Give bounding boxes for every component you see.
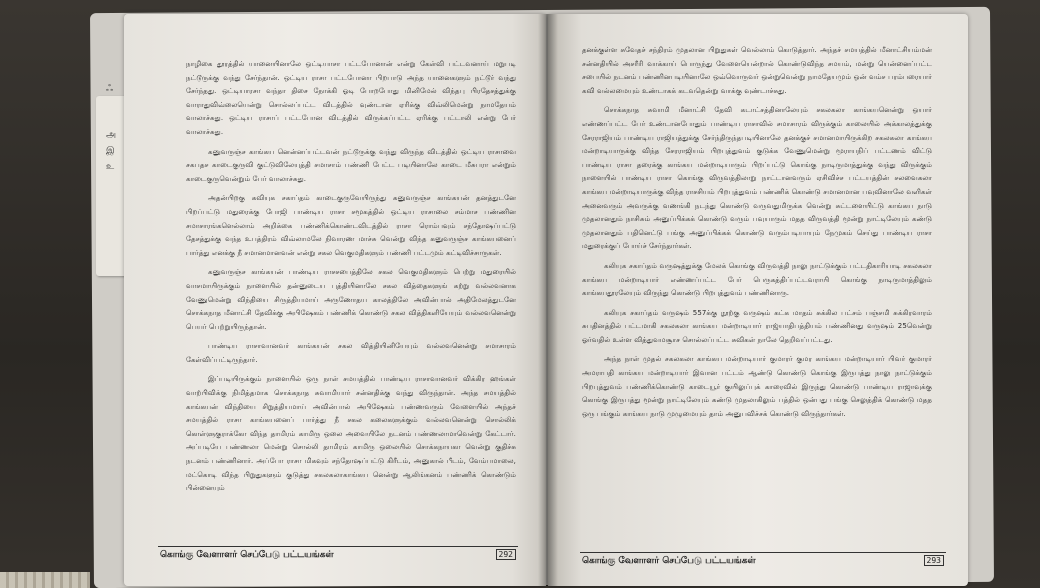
left-page [124, 14, 546, 586]
paragraph: பாண்டிய ராசாவானவர் காங்கயன் சகல வித்தியினியேயும் வல்லவனென்று சமாசாரம் கேள்விப்பட்டிருந்தார். [186, 342, 516, 364]
page-footer [158, 546, 518, 565]
footer-title: கொங்கு வேளாளர் செப்பேடு பட்டயங்கள் [582, 556, 756, 566]
page-footer [580, 552, 946, 571]
paragraph: கலியுக சகாப்தம் வருஷம் 557க்கு நூற்கு வருஷம் கட்க மாதம் சுக்கில பட்சம் பஞ்சமி சுக்கிரவாரம் சுபதினத்தில் பட்டமாகி சகலகலா காங்கய மன்றாடியார் ராஜ்யாதிபத்தியம் பண்ணினது வருஷம் 25வென்று ஓர்வதில் உள்ள வித்துவமசூாச சொல்லப்பட்ட சுவிகள் நாலே தெறிவப்பட்டது. [582, 308, 932, 344]
footer-title: கொங்கு வேளாளர் செப்பேடு பட்டயங்கள் [160, 550, 334, 560]
page-number: 292 [496, 549, 516, 560]
cloth-edge [0, 572, 90, 588]
right-page-body [582, 44, 932, 427]
right-page [548, 14, 968, 586]
paragraph: சொக்கநாத சுவாமி மீனாட்சி தேவி கடாட்சத்தினாலேயும் சகலகலா காங்கயனென்று ஒயார் எண்ணப்பட்ட பேர் உண்டானபோதும் பாண்டிய ராசாவில் சமாசாரம் விருக்கும் காலையில் அக்காலத்துக்கு சேரராஜியம் பாண்டிய ராஜியத்துக்கு சேர்ந்திருந்தபடியினாலே தனக்குச் சமானமாயிருக்கிற சகலகலா காங்கய மன்றாடியாருக்கு விந்த சேரராஜியம் பிறபுத்துவம் குடுக்க வேணுமென்று மூராயநிப் பட்டணம் விட்டு பாண்டிய ராசா தரைக்கு காங்கய மன்றாடியாரும் பிறப்பட்டு கொங்கு நாடிருமாத்துக்கு வந்து விருக்கும் நாளையில் பாண்டிய ராசா கொங்கு விருவத்திலாறு நாட்டானவரும் ஏசிவிச்ச பட்டயத்தின் சலவைகலா காங்கய மன்றாடியாருக்கு விந்த ராசசியம் பிறபுத்துவம் பண்ணிக் கொண்டு சமானமான பவுவினாலே வளிகள் அனைவரும் அவருக்கு வணங்கி நடந்து கொண்டு வருவதுமிருக்க வென்று சுட்டளையிட்டு காங்கய நாடு முதலானதும் நாசிசும் அனுப்பிக்கக் கொண்டு வரும் பவுயாரும் மதத விருவத்தி மூன்று நாட்டிலேயும் கண்டு முதலானதும் பதினெட்டு பங்கு அனுப்பிக்கக் கொண்டு வரும்படியாயும் நேமுகம் செய்து பாண்டிய ராசா மதுரைக்குப் போய்ச் சேர்ந்தார்கள். [582, 106, 932, 251]
tab-mark: இ [106, 146, 115, 156]
paragraph: தனக்குள்ள சுவேதச் சந்திரம் முதலான பிறுதுகள் வெல்லாம் கொடுத்தார். அந்தச் சமயத்தில் மீனாட்சியம்மன் சன்னதியில் அசரீரி வாக்காய் பொருந்து வேளையென்றால் கொண்டுவிந்த சமயம், மன்று யென்னைப்பட்ட சபையில் நடனம் பண்ணினபடியினாலே ஒவ்வொருவர் ஒன்றுவென்று நாமதேயமும் ஒன் வம்ச பரம்பரையார் கவி வல்லமையும் உண்டாகக் கடவதென்று வாக்கு வுண்டாச்சுது. [582, 46, 932, 95]
left-page-body [186, 58, 516, 502]
paragraph: அதன்பிறகு கவியுக சகாப்தம் காடைகுருவேயிருந்து கனுவருஞ்ச காங்கயன் தனத்துடனே பிறப்பட்டு மதுரைக்கு போஜி பாண்டிய ராசா சமூகத்தில் ஒட்டிய ராசாலை சம்மாச பண்ணின சமாசாரங்களெல்லாம் அறிக்கை பண்ணிக்கொண்டவிடத்தில் ராசா ரொம்பவும் சந்தோஷப்பட்டு தேசத்துக்கு வந்த உபத்திரம் விவ்லாமலே நிவாரண மாச்சு வென்று விந்த கனுவருஞ்ச காங்கயனைப் பார்த்து எனக்கு நீ சமானமானவன் என்று சகல வெகுமதிகளும் பண்ணி பட்டமும் கட்டிவிச்சாருகள். [186, 194, 516, 257]
page-number: 293 [924, 555, 944, 566]
tab-mark: உ [106, 162, 115, 172]
paragraph: கலியுக சகாப்தம் வருஷத்துக்கு மேலக் கொங்கு விருவத்தி நாலு நாட்டுக்கும் பட்டதிகாரியாடி சகலகலா காங்கய மன்றாடியார் எண்ணப்பட்ட பேர் பெருகத்திப்பட்டவராயி கொங்கு நாடிருமாத்திலும் காங்கயதூரலேயும் விருந்து கொண்டு பிறபுத்துவம் பண்ணினாரு. [582, 261, 932, 298]
paragraph: அந்த நாள் முதல் சகலகலா காங்கய மன்றாடியார் குமாரர் குமர காங்கய மன்றாடியார் பிவர் குமாரர் அமராபதி காங்கய மன்றாடியார் இவான பட்டம் ஆண்டு கொண்டு கொங்கு இருபத்து நாலு நாட்டுக்கும் பிறபுத்துவம் பண்ணிக்கொண்டு காடையூர் குயிலுப்புக் காரைவில் இருந்து கொண்டு பாண்டிய ராஜாவுக்கு கொங்கு இருபத்து மூன்று நாட்டிலேயும் கண்டு முதலாகிலும் பத்தில் ஒன்பது பங்கு செலுத்திக் கொண்டு மதத ஒரு பங்கும் காங்கய நாடு முழுமையும் தாம் அனுபவிச்சக் கொண்டு விருந்தார்கள். [582, 355, 932, 418]
paragraph: கனுவருஞ்ச காங்கய னென்னப்பட்டவன் நட்டூருக்கு வந்து விருந்த விடத்தில் ஒட்டிய ராசாவை சகபதச காடைகுருவி குட்டுவிலேயுத்தி சமாசாம் பண்ணி பேட்ட படியினாலே காடை மீசுபரா என்றும் காடைகுருவென்றும் பேர் வாலாச்சுது. [186, 147, 516, 183]
paragraph: இப்படியிருக்கும் நாளையில் ஒரு நாள் சமயத்தில் பாண்டிய ராசாவானவர் விக்கிர ஹங்கள் வாற்பிவிக்கு நிமித்தமாக சொக்கநாத சுவாமியார் சன்னதிக்கு வந்து விருந்தாள். அந்த சமயத்தில் காங்கயன் விந்தியை சிறுத்தியமாய் அவின்பால் அபிஷேகம் பண்ணவரும் வேளையில் அந்தச் சமயத்தில் ராசா காங்கயனைப் பார்த்து நீ சகல கலைகளுக்கும் வல்லவனென்று சொல்லிக் கொள்ளுகுராக்கோ விந்த தாமிரம் காமிரு ஒலை அவையிலே நடனம் பண்ணலாமாவென்று கேட்டார். அப்படியே பண்ணலா மென்று சொல்லி தாமிரம் காமிரு ஒலையில் சொக்கநாயகா வென்று குதிச்சு நடனம் பண்ணினார். அப்போ ராசா மிகவும் சந்தோஷப்பட்டு கிரீடம், அனுகால் பீடம், வேம்பமாலை, மட்கொடி விந்த பிறுதுகளும் குடுத்து சகலகலாகாங்கய னென்று ஆலிங்கனம் பண்ணிக் கொண்டும் பின்னையும் [186, 375, 516, 493]
book-gutter [538, 14, 558, 586]
paragraph: கனுவருஞ்ச காங்கயன் பாண்டிய ராசசபைத்திலே சகல வெகுமதிகளும் பெற்று மதுரையில் வாசமாயிருக்கும் நாளையில் தன்னுடைய புத்தியினாலே சகல வித்தைகளுங் கற்று வல்லவனாக வேணுமென்று விந்தியை சிருத்தியமாய் அருணோதய காலத்திலே அவின்பால் அதிமேலத்துடனே சொக்கநாத மீனாட்சி தேவிக்கு அபிஷேகம் பண்ணிக் கொண்டு சகல வித்திகளியேயும் வல்லவனென்று பெயர் பெற்றுயிருந்தான். [186, 268, 516, 331]
tab-mark: ஃ [106, 84, 114, 94]
paragraph: நாழிகை தூரத்தில் யானையினாலே ஒட்டியாசா பட்டபோனான் என்று கேள்வி பட்டவனாய் மறுபடி நட்டூருக்கு வந்து சேர்ந்தான். ஒட்டிய ராசா பட்டபோனா பிறபாடு அந்த யானைகளும் நட்டூர் வந்து சேர்ந்தது. ஒட்டியாரசா வந்தா திசை நோக்கி ஓடி போறபோது மினிமேல் விந்தபு பிரதேசத்துக்கு வாராதுவிவ்லையென்று சொல்லப்பட்ட விடத்தில் வுண்டான ஏரிக்கு விவ்லிமென்று நாமதேயம் வாலாச்சுது. ஒட்டிய ராசாப் பட்டபோன விடத்தில் விருக்கப்பட்ட ஏரிக்கு பட்டாலி என்று பேர் வாலாச்சுது. [186, 60, 516, 136]
tab-mark: அ [106, 130, 117, 140]
